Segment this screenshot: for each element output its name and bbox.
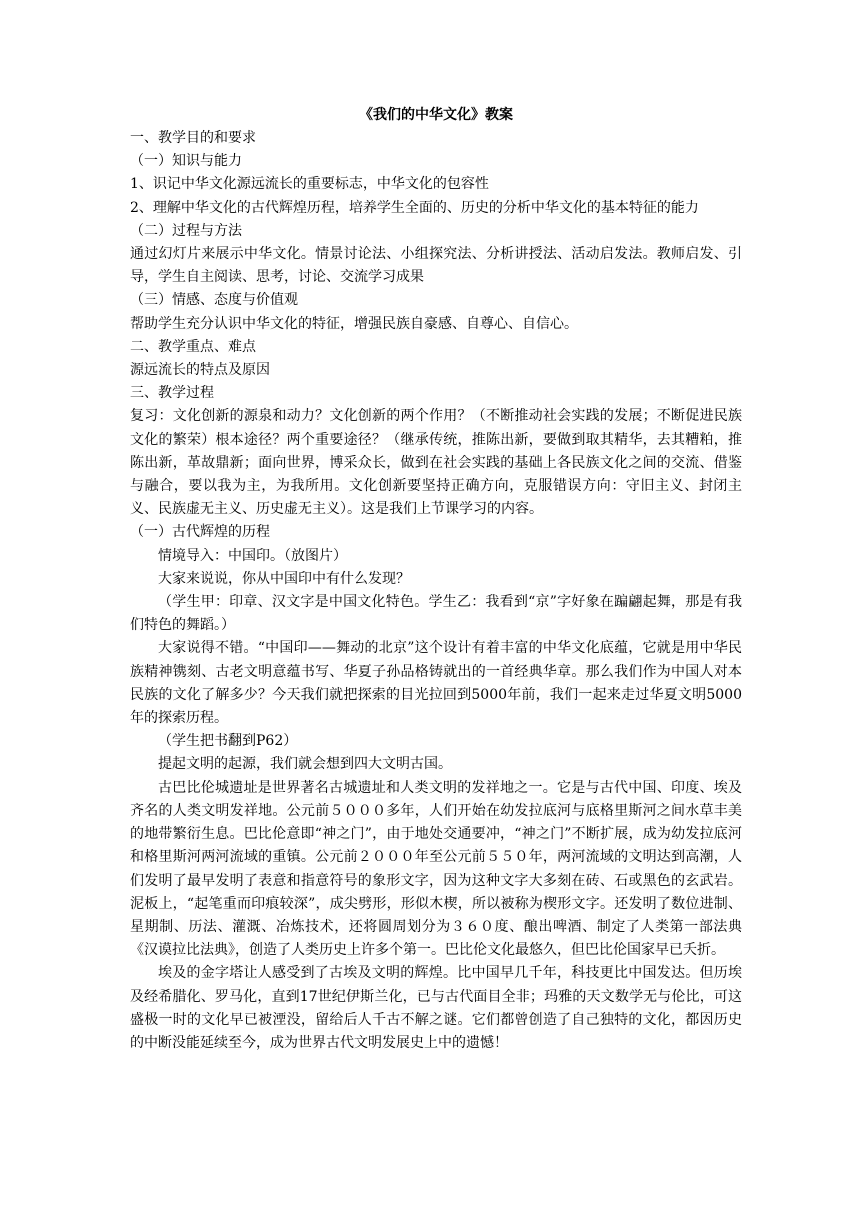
paragraph: 情境导入：中国印。（放图片） <box>158 547 347 564</box>
paragraph: （一）知识与能力 <box>130 153 242 170</box>
paragraph: 二、教学重点、难点 <box>130 338 256 355</box>
paragraph: 大家说得不错。“中国印——舞动的北京”这个设计有着丰富的中华文化底蕴，它就是用中华民族精神镌刻、古老文明意蕴书写、华夏子孙品格铸就出的一首经典华章。那么我们作为中国人对本民族的文化了解多少？今天我们就把探索的目光拉回到5000年前，我们一起来走过华夏文明5000年的探索历程。 <box>130 640 742 727</box>
document-body <box>130 127 742 1055</box>
paragraph: 2、理解中华文化的古代辉煌历程，培养学生全面的、历史的分析中华文化的基本特征的能力 <box>130 199 699 216</box>
paragraph: （三）情感、态度与价值观 <box>130 292 298 309</box>
paragraph: 大家来说说，你从中国印中有什么发现？ <box>158 570 410 587</box>
paragraph: 源远流长的特点及原因 <box>130 362 270 379</box>
paragraph: 埃及的金字塔让人感受到了古埃及文明的辉煌。比中国早几千年，科技更比中国发达。但历埃及经希腊化、罗马化，直到17世纪伊斯兰化，已与古代面目全非；玛雅的天文数学无与伦比，可这盛极一时的文化早已被湮没，留给后人千古不解之谜。它们都曾创造了自己独特的文化，都因历史的中断没能延续至今，成为世界古代文明发展史上中的遗憾！ <box>130 965 742 1051</box>
paragraph: 1、识记中华文化源远流长的重要标志，中华文化的包容性 <box>130 176 489 193</box>
paragraph: 复习：文化创新的源泉和动力？文化创新的两个作用？（不断推动社会实践的发展；不断促进民族文化的繁荣）根本途径？两个重要途径？（继承传统，推陈出新，要做到取其精华，去其糟粕，推陈出新，革故鼎新；面向世界，博采众长，做到在社会实践的基础上各民族文化之间的交流、借鉴与融合，要以我为主，为我所用。文化创新要坚持正确方向，克服错误方向：守旧主义、封闭主义、民族虚无主义、历史虚无主义）。这是我们上节课学习的内容。 <box>130 408 742 518</box>
paragraph: 提起文明的起源，我们就会想到四大文明古国。 <box>158 756 452 773</box>
paragraph: （二）过程与方法 <box>130 222 242 239</box>
paragraph: 三、教学过程 <box>130 385 214 402</box>
paragraph: 一、教学目的和要求 <box>130 130 256 146</box>
paragraph: （学生甲：印章、汉文字是中国文化特色。学生乙：我看到“京”字好象在蹁翩起舞，那是有我们特色的舞蹈。） <box>130 594 742 634</box>
paragraph: 古巴比伦城遗址是世界著名古城遗址和人类文明的发祥地之一。它是与古代中国、印度、埃及齐名的人类文明发祥地。公元前５０００多年，人们开始在幼发拉底河与底格里斯河之间水草丰美的地带繁衍生息。巴比伦意即“神之门”，由于地处交通要冲，“神之门”不断扩展，成为幼发拉底河和格里斯河两河流域的重镇。公元前２０００年至公元前５５０年，两河流域的文明达到高潮，人们发明了最早发明了表意和指意符号的象形文字，因为这种文字大多刻在砖、石或黑色的玄武岩。泥板上，“起笔重而印痕较深”，成尖劈形，形似木楔，所以被称为楔形文字。还发明了数位进制、星期制、历法、灌溉、冶炼技术，还将圆周划分为３６０度、酿出啤酒、制定了人类第一部法典《汉谟拉比法典》，创造了人类历史上许多个第一。巴比伦文化最悠久，但巴比伦国家早已夭折。 <box>130 779 742 959</box>
paragraph: （学生把书翻到P62） <box>158 733 298 750</box>
document-title: 《我们的中华文化》教案 <box>359 107 513 123</box>
paragraph: （一）古代辉煌的历程 <box>130 524 270 541</box>
paragraph: 帮助学生充分认识中华文化的特征，增强民族自豪感、自尊心、自信心。 <box>130 315 578 332</box>
paragraph: 通过幻灯片来展示中华文化。情景讨论法、小组探究法、分析讲授法、活动启发法。教师启发、引导，学生自主阅读、思考，讨论、交流学习成果 <box>130 246 742 286</box>
